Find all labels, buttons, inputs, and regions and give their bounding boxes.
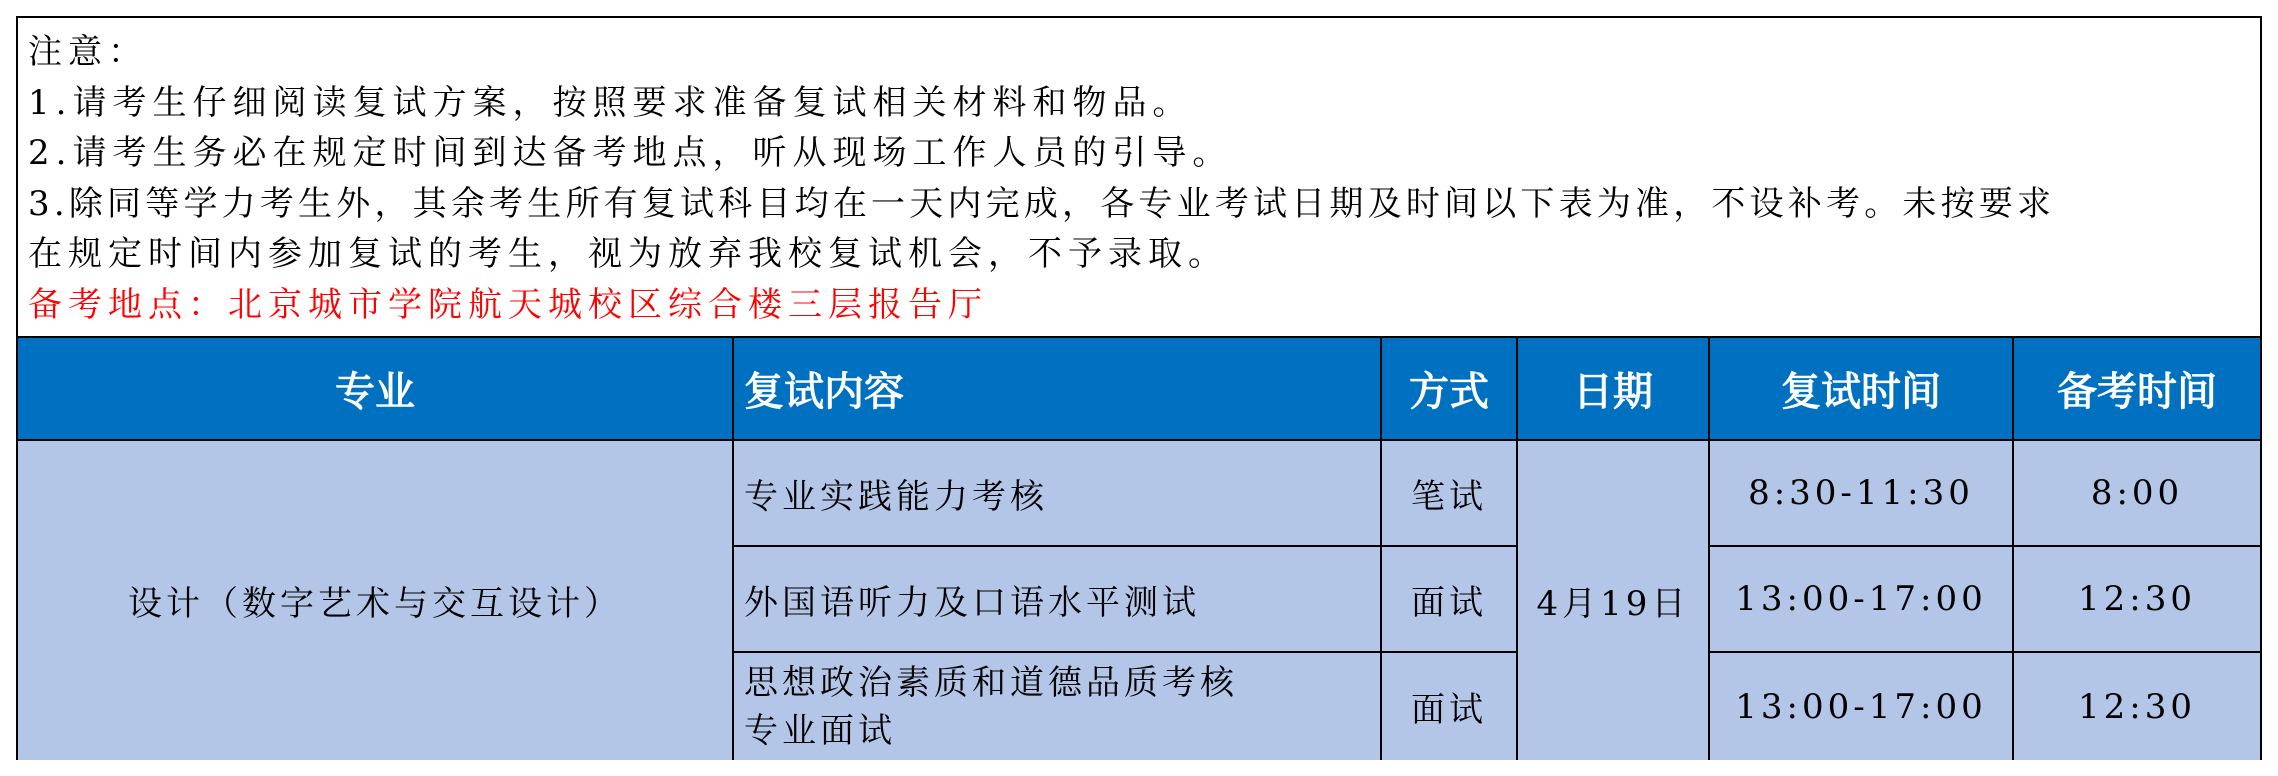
date-cell: 4月19日	[1518, 441, 1710, 760]
notice-line-2: 2.请考生务必在规定时间到达备考地点，听从现场工作人员的引导。	[28, 133, 1233, 173]
row3-method: 面试	[1382, 653, 1518, 760]
row1-prep-time: 8:00	[2014, 441, 2260, 547]
notice-line-3a: 3.除同等学力考生外，其余考生所有复试科目均在一天内完成，各专业考试日期及时间以下表为准，不设补考。未按要求	[28, 184, 2056, 224]
header-date: 日期	[1518, 336, 1710, 441]
notice-line-1: 1.请考生仔细阅读复试方案，按照要求准备复试相关材料和物品。	[28, 83, 1193, 123]
header-major: 专业	[18, 336, 734, 441]
exam-schedule-sheet	[16, 16, 2262, 760]
row1-method: 笔试	[1382, 441, 1518, 547]
row3-exam-time: 13:00-17:00	[1710, 653, 2014, 760]
row2-method: 面试	[1382, 547, 1518, 653]
row2-exam-time: 13:00-17:00	[1710, 547, 2014, 653]
major-cell: 设计（数字艺术与交互设计）	[18, 441, 734, 760]
row2-prep-time: 12:30	[2014, 547, 2260, 653]
schedule-table	[18, 336, 2260, 760]
notice-title: 注意：	[28, 32, 148, 72]
header-content: 复试内容	[734, 336, 1382, 441]
row2-content: 外国语听力及口语水平测试	[734, 547, 1382, 653]
row1-exam-time: 8:30-11:30	[1710, 441, 2014, 547]
row3-content-line2: 专业面试	[744, 710, 896, 751]
notice-section	[18, 18, 2260, 336]
header-method: 方式	[1382, 336, 1518, 441]
notice-line-3b: 在规定时间内参加复试的考生，视为放弃我校复试机会，不予录取。	[28, 234, 1228, 274]
header-exam-time: 复试时间	[1710, 336, 2014, 441]
header-prep-time: 备考时间	[2014, 336, 2260, 441]
row1-content: 专业实践能力考核	[734, 441, 1382, 547]
row3-content	[734, 653, 1382, 760]
row3-prep-time: 12:30	[2014, 653, 2260, 760]
notice-location: 备考地点：北京城市学院航天城校区综合楼三层报告厅	[28, 285, 988, 325]
row3-content-line1: 思想政治素质和道德品质考核	[744, 662, 1238, 703]
